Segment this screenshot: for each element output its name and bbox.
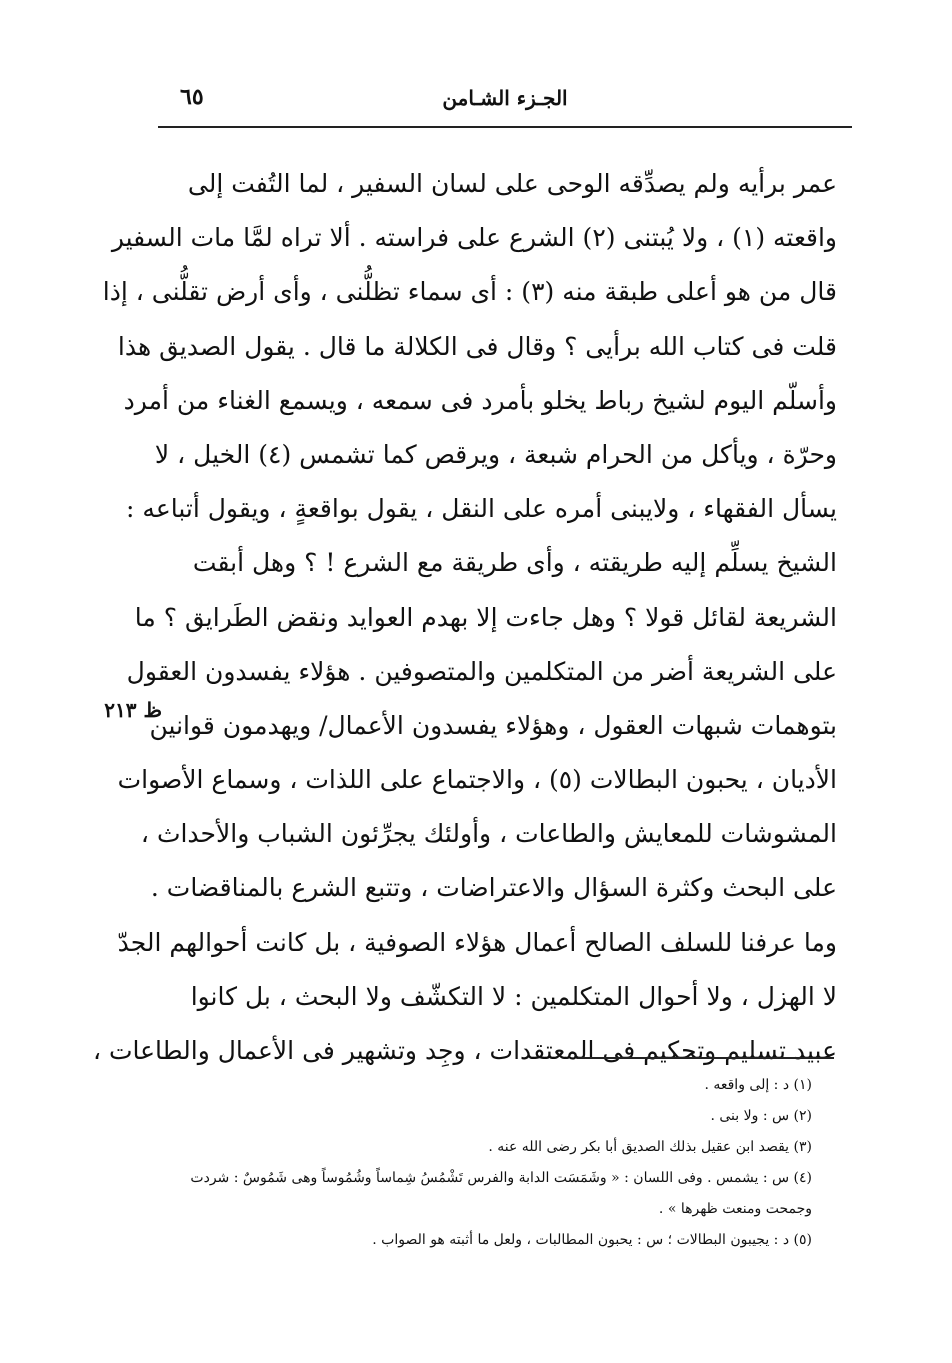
text-line: وحرّة ، ويأكل من الحرام شبعة ، ويرقص كما تشمس (٤) الخيل ، لا xyxy=(154,439,837,469)
footnote-1: (١) د : إلى واقعه . xyxy=(704,1077,812,1093)
text-line: يسأل الفقهاء ، ولايبنى أمره على النقل ، يقول بواقعةٍ ، ويقول أتباعه : xyxy=(126,494,837,524)
text-line: عمر برأيه ولم يصدِّقه الوحى على لسان السفير ، لما التُفت إلى xyxy=(187,169,837,198)
text-line: بتوهمات شبهات العقول ، وهؤلاء يفسدون الأعمال/ ويهدمون قوانين xyxy=(149,710,837,740)
text-line: قال من هو أعلى طبقة منه (٣) : أى سماء تظلُّنى ، وأى أرض تقلُّنى ، إذا xyxy=(102,277,837,307)
text-line: وما عرفنا للسلف الصالح أعمال هؤلاء الصوفية ، بل كانت أحوالهم الجدّ xyxy=(117,927,837,957)
footnote-3: (٣) يقصد ابن عقيل بذلك الصديق أبا بكر رضى الله عنه . xyxy=(488,1139,812,1155)
text-line: عبيد تسليم وتحكيم فى المعتقدات ، وجِد وتشهير فى الأعمال والطاعات ، xyxy=(92,1036,837,1065)
header-rule xyxy=(158,126,852,128)
page-number: ٦٥ xyxy=(180,84,204,110)
running-title: الجـزء الشـامن xyxy=(442,86,568,110)
running-header xyxy=(158,82,852,122)
text-line: على الشريعة أضر من المتكلمين والمتصوفين . هؤلاء يفسدون العقول xyxy=(126,656,837,686)
text-line: الشيخ يسلِّم إليه طريقته ، وأى طريقة مع الشرع ! ؟ وهل أبقت xyxy=(192,548,837,578)
text-line: قلت فى كتاب الله برأيى ؟ وقال فى الكلالة ما قال . يقول الصديق هذا xyxy=(117,331,837,361)
manuscript-folio-marker: ظ ٢١٣ xyxy=(104,698,162,722)
text-line: واقعته (١) ، ولا يُبتنى (٢) الشرع على فراسته . ألا تراه لمَّا مات السفير xyxy=(111,223,837,253)
text-line: الأديان ، يحبون البطالات (٥) ، والاجتماع على اللذات ، وسماع الأصوات xyxy=(117,765,837,795)
text-line: على البحث وكثرة السؤال والاعتراضات ، وتتبع الشرع بالمناقضات . xyxy=(150,873,837,903)
text-line: وأسلّم اليوم لشيخ رباط يخلو بأمرد فى سمعه ، ويسمع الغناء من أمرد xyxy=(123,385,837,415)
footnote-4: (٤) س : يشمس . وفى اللسان : « وشَمَسَت الدابة والفرس تَشْمُسُ شِماساً وشُمُوساً وهى شَمُوسٌ : شردت وجمحت ومنعت ظهرها » . xyxy=(190,1170,812,1217)
text-line: لا الهزل ، ولا أحوال المتكلمين : لا التكشّف ولا البحث ، بل كانوا xyxy=(190,981,837,1011)
footnotes xyxy=(172,1070,812,1256)
footnote-2: (٢) س : ولا بنى . xyxy=(710,1108,812,1124)
footnote-5: (٥) د : يجيبون البطالات ؛ س : يحبون المطالبات ، ولعل ما أثبته هو الصواب . xyxy=(372,1232,812,1248)
footnote-separator xyxy=(578,1057,834,1059)
text-line: الشريعة لقائل قولا ؟ وهل جاءت إلا بهدم العوايد ونقض الطَرايق ؟ ما xyxy=(134,602,837,632)
text-line: المشوشات للمعايش والطاعات ، وأولئك يجرِّئون الشباب والأحداث ، xyxy=(140,819,837,849)
